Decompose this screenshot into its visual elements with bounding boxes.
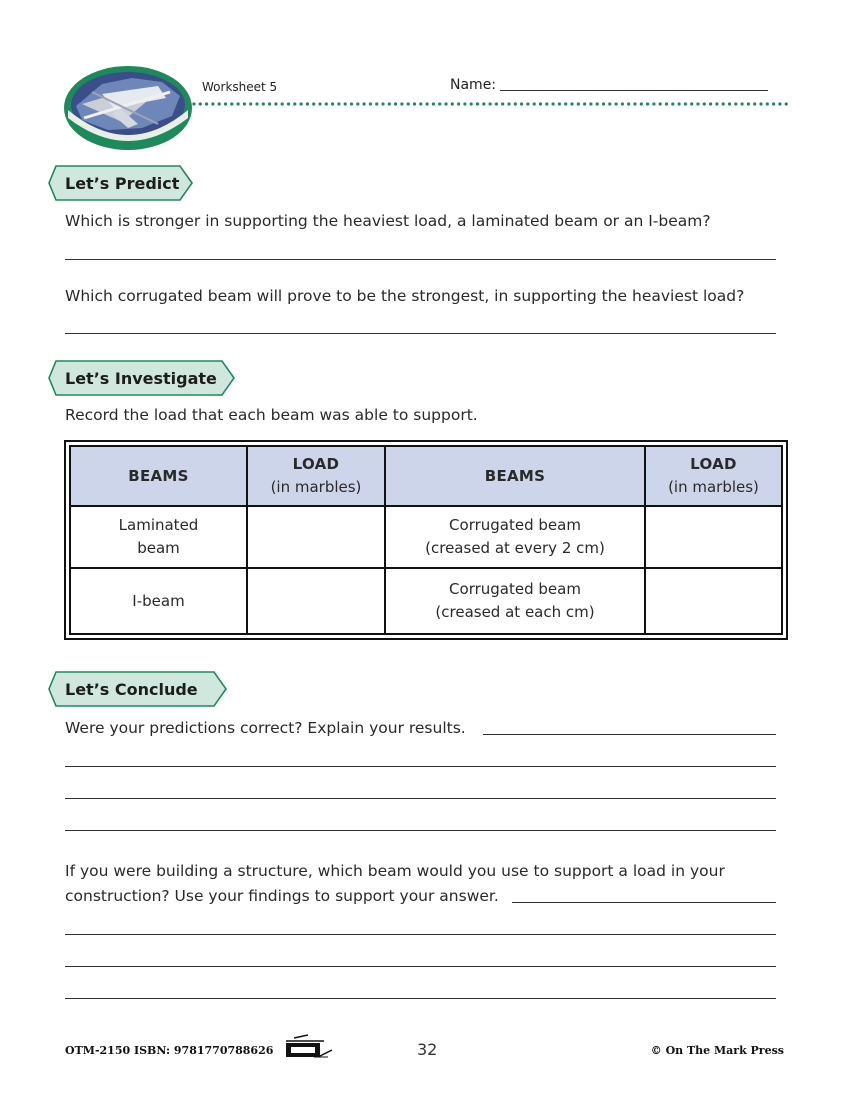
beam-cell: Corrugated beam (creased at each cm) (385, 568, 645, 634)
section-title-investigate: Let’s Investigate (65, 369, 217, 388)
section-title-predict: Let’s Predict (65, 174, 180, 193)
answer-line[interactable] (65, 934, 776, 935)
conclude-question-2-line-1: If you were building a structure, which beam would you use to support a load in your (65, 862, 725, 880)
beam-cell: I-beam (70, 568, 247, 634)
answer-line[interactable] (512, 902, 776, 903)
header-load: LOAD (in marbles) (247, 446, 385, 506)
answer-line[interactable] (483, 734, 776, 735)
answer-line[interactable] (65, 798, 776, 799)
answer-line[interactable] (65, 333, 776, 334)
header-beams: BEAMS (70, 446, 247, 506)
answer-line[interactable] (65, 998, 776, 999)
answer-line[interactable] (65, 766, 776, 767)
predict-question-2: Which corrugated beam will prove to be the strongest, in supporting the heaviest load? (65, 287, 745, 305)
worksheet-logo-image (62, 64, 194, 152)
load-entry-cell[interactable] (247, 506, 385, 568)
conclude-question-1: Were your predictions correct? Explain your results. (65, 719, 466, 737)
load-entry-cell[interactable] (645, 568, 782, 634)
footer-product-code: OTM-2150 ISBN: 9781770788626 (65, 1044, 274, 1057)
load-entry-cell[interactable] (247, 568, 385, 634)
results-table (64, 440, 788, 640)
conclude-question-2-line-2: construction? Use your findings to support your answer. (65, 887, 499, 905)
footer-copyright: © On The Mark Press (650, 1044, 784, 1057)
header-load: LOAD (in marbles) (645, 446, 782, 506)
table-row (70, 568, 782, 634)
name-field-line[interactable] (500, 90, 768, 91)
answer-line[interactable] (65, 830, 776, 831)
beam-cell: Corrugated beam (creased at every 2 cm) (385, 506, 645, 568)
table-row (70, 506, 782, 568)
page-number: 32 (417, 1040, 438, 1059)
answer-line[interactable] (65, 259, 776, 260)
dotted-divider (192, 101, 790, 107)
name-label: Name: (450, 77, 497, 93)
worksheet-number: Worksheet 5 (202, 80, 278, 94)
predict-question-1: Which is stronger in supporting the heaviest load, a laminated beam or an I-beam? (65, 212, 711, 230)
investigate-instruction: Record the load that each beam was able to support. (65, 406, 478, 424)
pencil-box-icon (284, 1034, 336, 1060)
answer-line[interactable] (65, 966, 776, 967)
section-title-conclude: Let’s Conclude (65, 680, 198, 699)
load-entry-cell[interactable] (645, 506, 782, 568)
table-header-row (70, 446, 782, 506)
header-beams: BEAMS (385, 446, 645, 506)
beam-cell: Laminated beam (70, 506, 247, 568)
